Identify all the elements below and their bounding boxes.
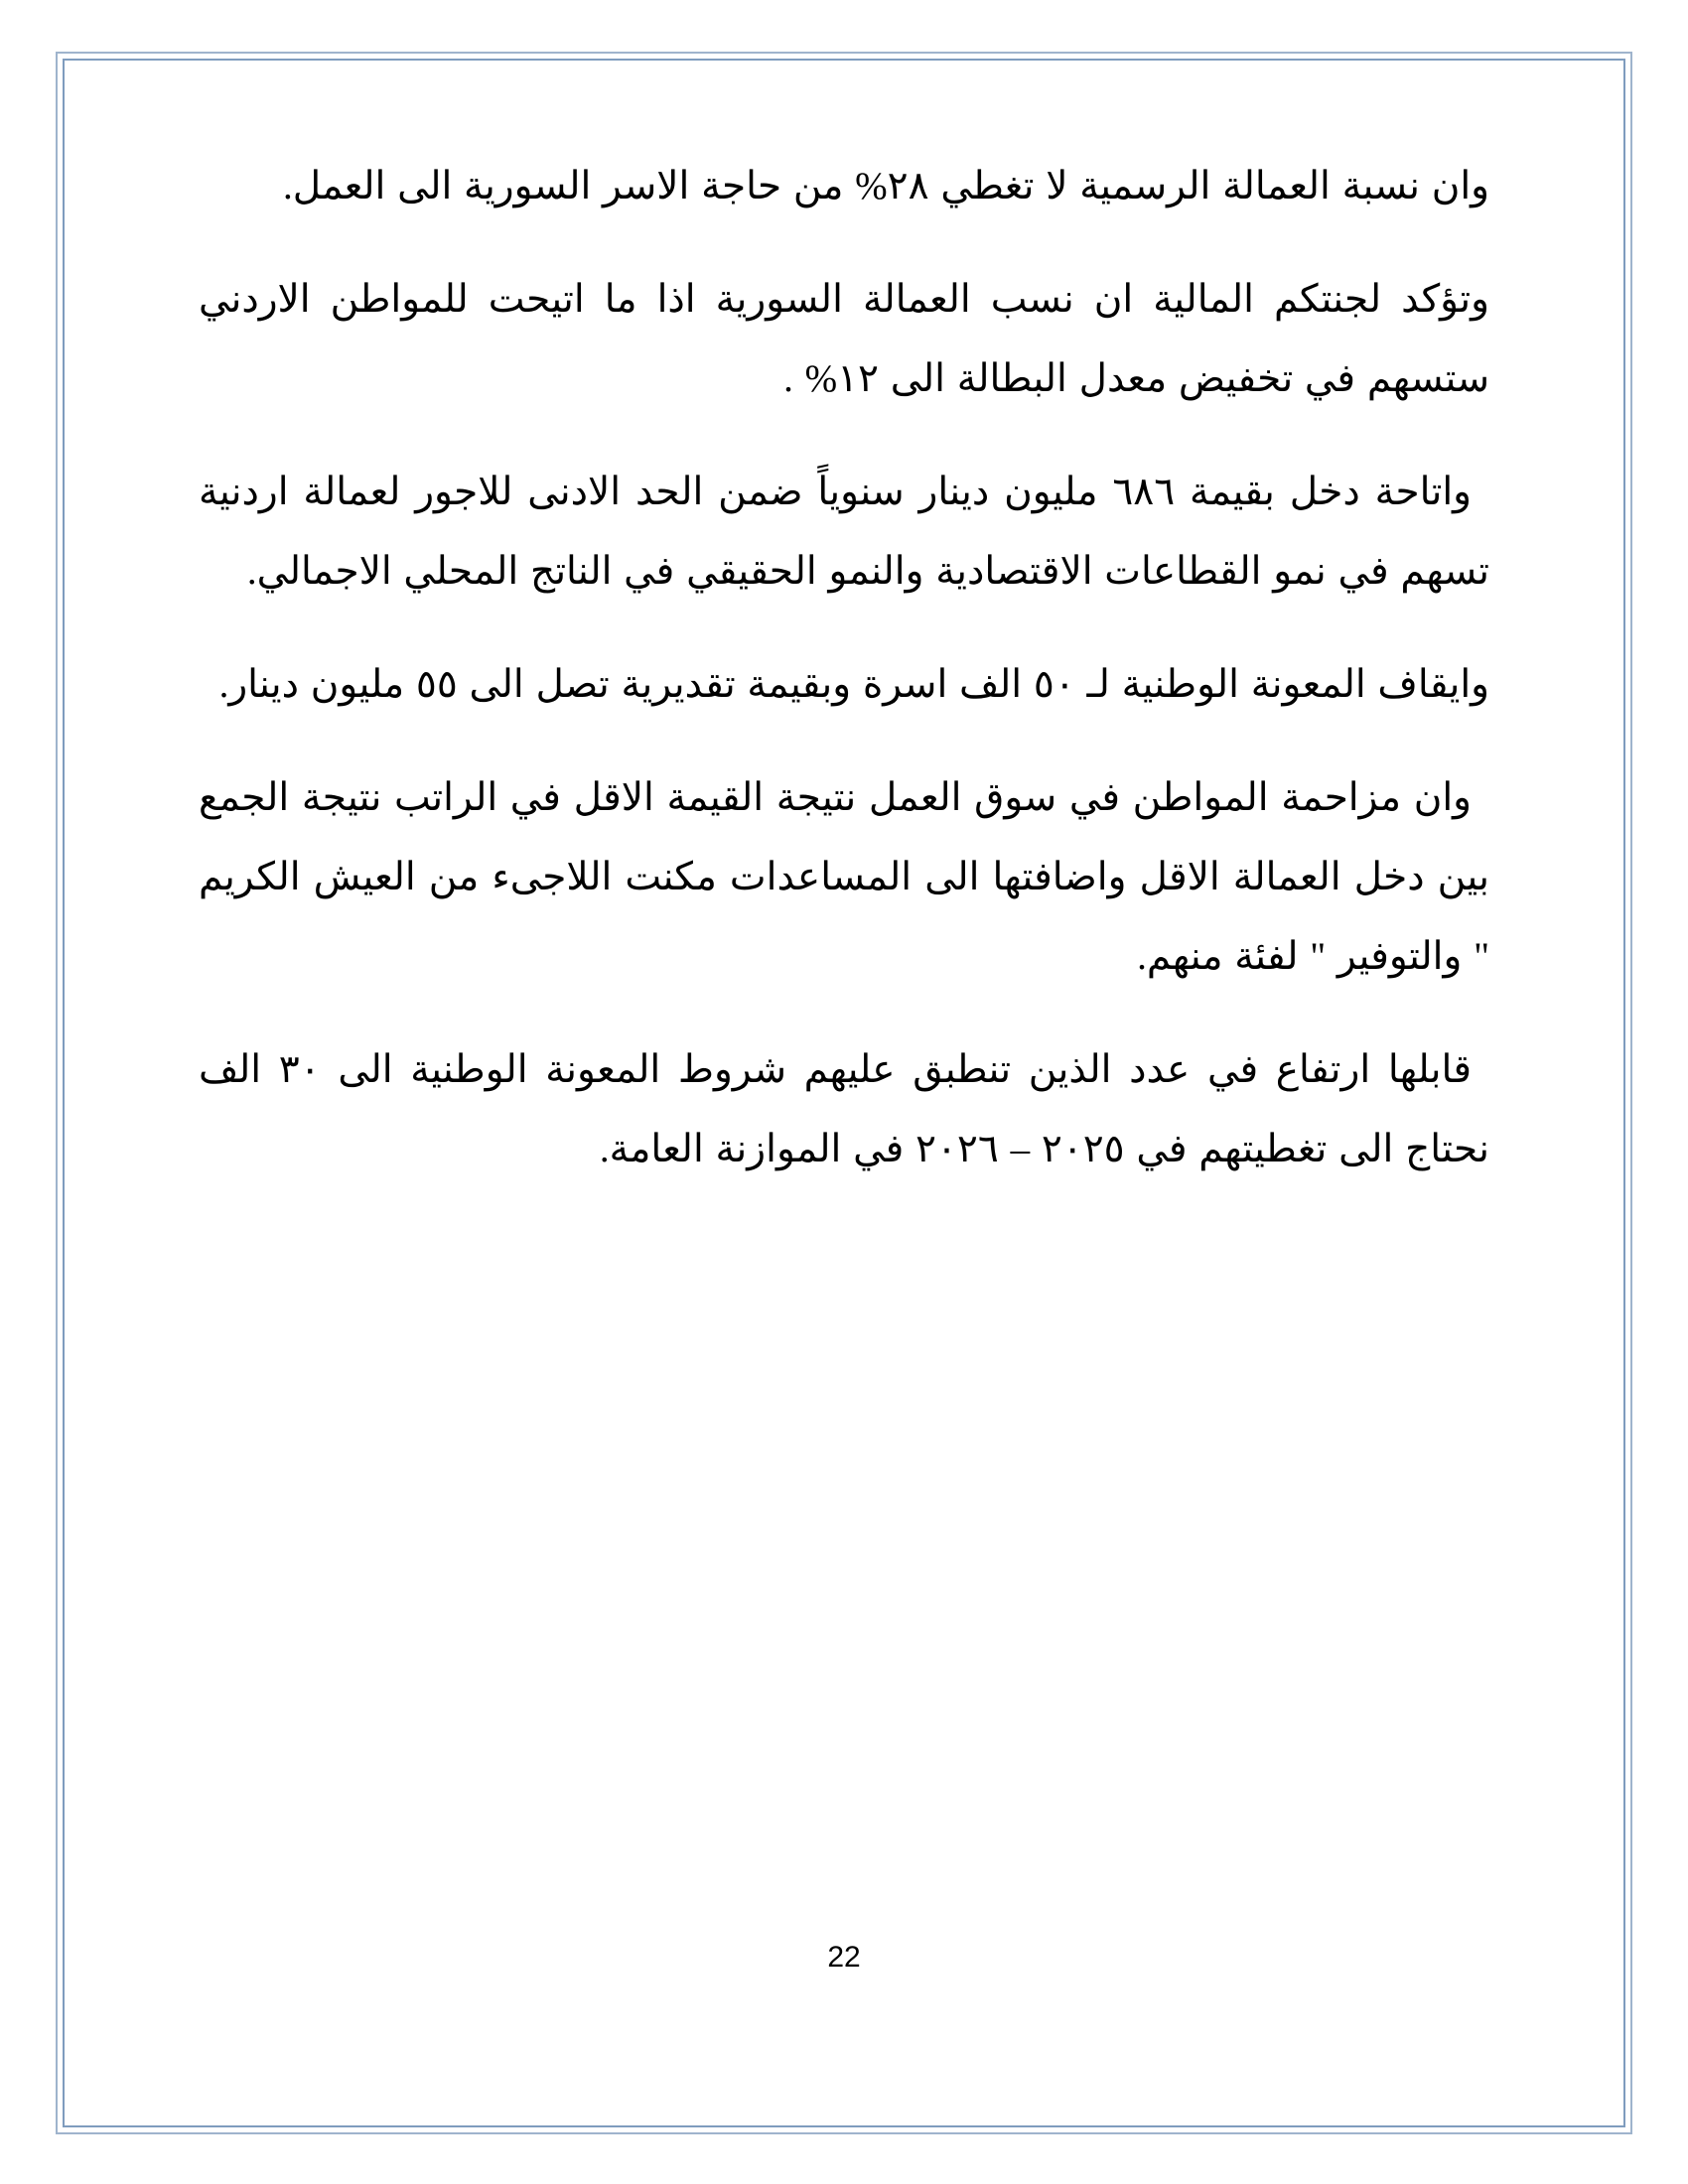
paragraph: واتاحة دخل بقيمة ٦٨٦ مليون دينار سنوياً ضمن الحد الادنى للاجور لعمالة اردنية تسهم في نمو القطاعات الاقتصادية والنمو الحقيقي في الناتج المحلي الاجمالي. [199, 471, 1489, 593]
paragraph: وان نسبة العمالة الرسمية لا تغطي ٢٨% من حاجة الاسر السورية الى العمل. [282, 165, 1489, 207]
page-number: 22 [827, 1941, 861, 1974]
document-body-text [199, 147, 1489, 1223]
paragraph: قابلها ارتفاع في عدد الذين تنطبق عليهم شروط المعونة الوطنية الى ٣٠ الف نحتاج الى تغطيتهم في ٢٠٢٥ – ٢٠٢٦ في الموازنة العامة. [199, 1048, 1489, 1170]
paragraph: وان مزاحمة المواطن في سوق العمل نتيجة القيمة الاقل في الراتب نتيجة الجمع بين دخل العمالة الاقل واضافتها الى المساعدات مكنت اللاجىء من العيش الكريم " والتوفير " لفئة منهم. [199, 776, 1489, 978]
paragraph: وتؤكد لجنتكم المالية ان نسب العمالة السورية اذا ما اتيحت للمواطن الاردني ستسهم في تخفيض معدل البطالة الى ١٢% . [199, 278, 1489, 400]
paragraph: وايقاف المعونة الوطنية لـ ٥٠ الف اسرة وبقيمة تقديرية تصل الى ٥٥ مليون دينار. [218, 663, 1489, 706]
